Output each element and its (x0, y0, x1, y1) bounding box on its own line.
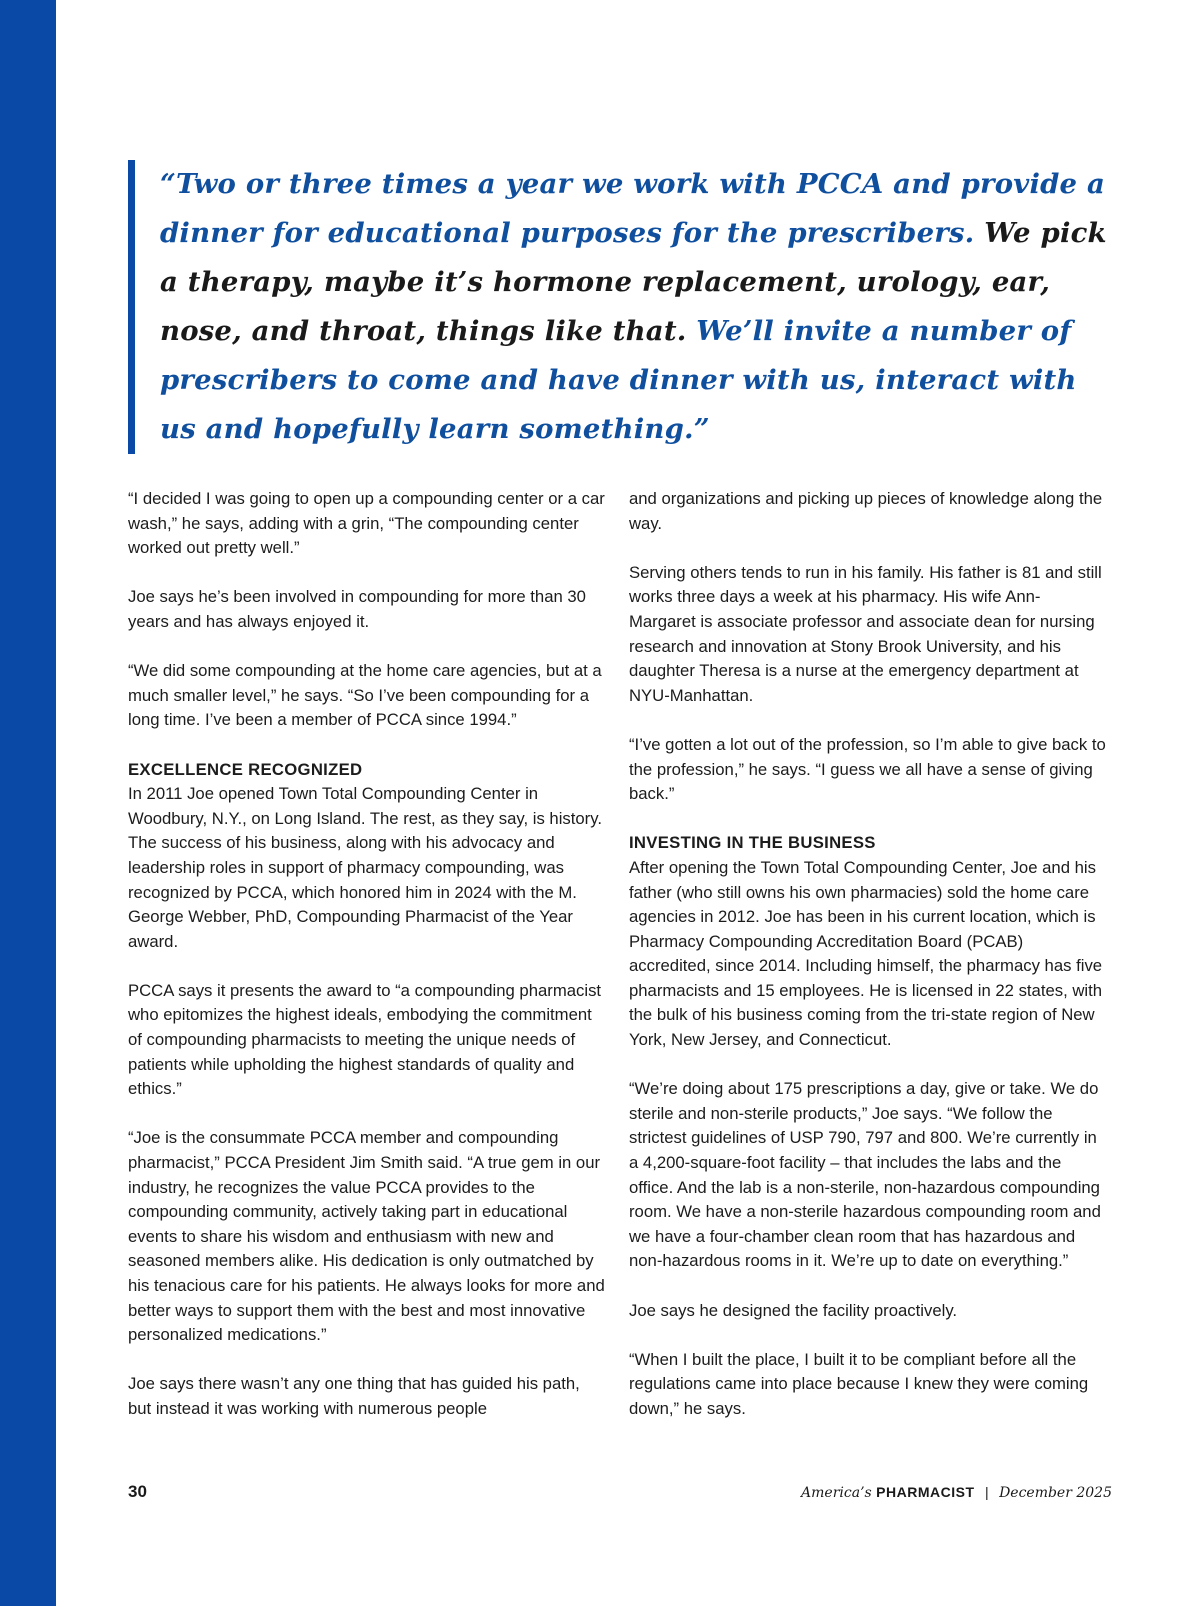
page-number: 30 (128, 1482, 147, 1501)
paragraph: “When I built the place, I built it to be compliant before all the regulations came into place because I knew they were coming down,” he says. (629, 1349, 1089, 1418)
paragraph: “I’ve gotten a lot out of the profession, so I’m able to give back to the profession,” he says. “I guess we all have a sense of giving back.” (629, 734, 1106, 804)
pull-quote (128, 160, 1120, 454)
section-heading-excellence: EXCELLENCE RECOGNIZED (128, 759, 363, 779)
publication-footer (801, 1484, 1112, 1501)
paragraph: PCCA says it presents the award to “a compounding pharmacist who epitomizes the highest ideals, embodying the commitment of compounding pharmacists to meeting the unique needs of patients while upholding the highest standards of quality and ethics.” (128, 980, 602, 1099)
left-blue-bar (0, 0, 56, 1606)
footer-separator: | (984, 1484, 989, 1500)
right-column (629, 487, 1107, 1446)
left-column (128, 487, 606, 1446)
paragraph: Joe says he designed the facility proactively. (629, 1300, 958, 1320)
paragraph: “Joe is the consummate PCCA member and compounding pharmacist,” PCCA President Jim Smith said. “A true gem in our industry, he recognizes the value PCCA provides to the compounding community, actively taking part in educational events to share his wisdom and enthusiasm with new and seasoned members alike. His dedication is only outmatched by his tenacious care for his patients. He always looks for more and better ways to support them with the best and most innovative personalized medications.” (128, 1128, 605, 1345)
pull-quote-part-2: We pick a therapy, maybe it’s hormone replacement, urology, ear, nose, and throat, things like that. (160, 217, 1107, 347)
paragraph: “We’re doing about 175 prescriptions a day, give or take. We do sterile and non-sterile products,” Joe says. “We follow the strictest guidelines of USP 790, 797 and 800. We’re currently in a 4,200-square-foot facility – that includes the labs and the office. And the lab is a non-sterile, non-hazardous compounding room. We have a non-sterile hazardous compounding room and we have a four-chamber clean room that has hazardous and non-hazardous rooms in it. We’re up to date on everything.” (629, 1079, 1101, 1271)
section-heading-investing: INVESTING IN THE BUSINESS (629, 833, 876, 853)
pull-quote-part-3: We’ll invite a number of prescribers to come and have dinner with us, interact with us and hopefully learn something.” (160, 315, 1077, 445)
paragraph: “We did some compounding at the home care agencies, but at a much smaller level,” he says. “So I’ve been compounding for a long time. I’ve been a member of PCCA since 1994.” (128, 661, 602, 730)
paragraph: Joe says there wasn’t any one thing that has guided his path, but instead it was working with numerous people (128, 1374, 580, 1418)
paragraph: After opening the Town Total Compounding Center, Joe and his father (who still owns his own pharmacies) sold the home care agencies in 2012. Joe has been in his current location, which is Pharmacy Compounding Accreditation Board (PCAB) accredited, since 2014. Including himself, the pharmacy has five pharmacists and 15 employees. He is licensed in 22 states, with the bulk of his business coming from the tri-state region of New York, New Jersey, and Connecticut. (629, 857, 1103, 1050)
issue-date: December 2025 (999, 1485, 1112, 1501)
paragraph: and organizations and picking up pieces of knowledge along the way. (629, 489, 1103, 533)
publication-name-b: PHARMACIST (876, 1484, 975, 1500)
paragraph: “I decided I was going to open up a compounding center or a car wash,” he says, adding with a grin, “The compounding center worked out pretty well.” (128, 489, 605, 558)
pull-quote-part-1: “Two or three times a year we work with PCCA and provide a dinner for educational purposes for the prescribers. (160, 168, 1106, 249)
paragraph: In 2011 Joe opened Town Total Compounding Center in Woodbury, N.Y., on Long Island. The rest, as they say, is history. The success of his business, along with his advocacy and leadership roles in support of pharmacy compounding, was recognized by PCCA, which honored him in 2024 with the M. George Webber, PhD, Compounding Pharmacist of the Year award. (128, 784, 602, 951)
publication-name-a: America’s (801, 1485, 872, 1501)
paragraph: Joe says he’s been involved in compounding for more than 30 years and has always enjoyed it. (128, 587, 586, 631)
paragraph: Serving others tends to run in his family. His father is 81 and still works three days a week at his pharmacy. His wife Ann-Margaret is associate professor and associate dean for nursing research and innovation at Stony Brook University, and his daughter Theresa is a nurse at the emergency department at NYU-Manhattan. (629, 562, 1102, 705)
